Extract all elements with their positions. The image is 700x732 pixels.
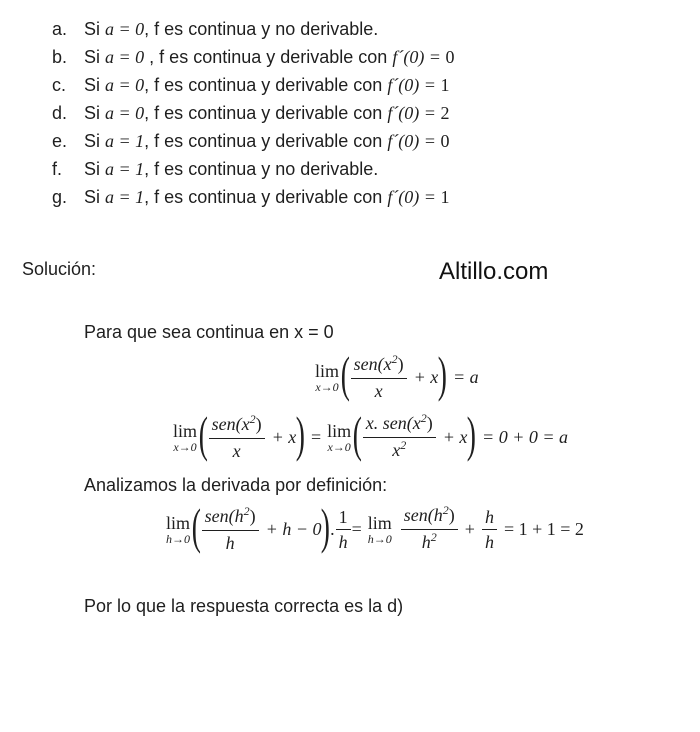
option-prefix: Si	[84, 75, 106, 95]
fraction-h-over-h: $\frac{h}{h}$	[482, 506, 497, 552]
option-letter: f.	[52, 159, 63, 179]
fraction-x-sen-x2-over-x2: $\frac{x. sen(x^2)}{x^2}$	[363, 412, 436, 462]
fraction-sen-x2-over-x: $\frac{sen(x^2)}{x}$	[351, 353, 407, 401]
fraction-sen-h2-over-h: $\frac{sen(h^2)}{h}$	[202, 505, 259, 553]
option-derivative-value: 1	[440, 75, 450, 95]
conclusion-text: Por lo que la respuesta correcta es la d)	[84, 596, 404, 616]
option-item	[52, 72, 449, 98]
option-condition: a = 1	[105, 159, 145, 179]
option-condition: a = 0	[105, 103, 145, 123]
limit-operator: lim h→0	[367, 512, 392, 546]
option-prefix: Si	[84, 47, 106, 67]
option-prefix: Si	[84, 187, 106, 207]
option-text: , f es continua y derivable con	[144, 103, 388, 123]
option-derivative-value: 0	[440, 131, 450, 151]
limit-operator: lim x→0	[315, 360, 340, 394]
option-derivative-value: 1	[440, 187, 450, 207]
option-letter: c.	[52, 75, 67, 95]
option-condition: a = 1	[105, 187, 145, 207]
option-derivative: f´(0) =	[387, 131, 441, 151]
option-letter: b.	[52, 47, 68, 67]
option-item	[52, 184, 449, 210]
option-derivative: f´(0) =	[387, 187, 441, 207]
option-text: , f es continua y derivable con	[144, 187, 388, 207]
option-letter: e.	[52, 131, 68, 151]
option-condition: a = 0	[105, 19, 145, 39]
option-prefix: Si	[84, 19, 106, 39]
continuity-text: Para que sea continua en x = 0	[84, 322, 334, 342]
limit-operator: lim x→0	[327, 420, 352, 454]
option-prefix: Si	[84, 159, 106, 179]
option-item	[52, 156, 378, 182]
fraction-one-over-h: $\frac{1}{h}$	[336, 506, 351, 552]
option-derivative: f´(0) =	[392, 47, 446, 67]
option-condition: a = 1	[105, 131, 145, 151]
option-derivative-value: 2	[440, 103, 450, 123]
option-text: , f es continua y no derivable.	[144, 19, 379, 39]
option-prefix: Si	[84, 131, 106, 151]
option-letter: a.	[52, 19, 68, 39]
option-derivative: f´(0) =	[387, 103, 441, 123]
option-item	[52, 44, 454, 70]
fraction-sen-h2-over-h2: $\frac{sen(h^2)}{h^2}$	[401, 504, 458, 554]
equation-limit-a: lim x→0 ( $\frac{sen(x^2)}{x}$ + x ) = a	[315, 346, 479, 402]
option-text: , f es continua y derivable con	[144, 131, 388, 151]
option-letter: g.	[52, 187, 68, 207]
option-condition: a = 0	[105, 75, 145, 95]
equation-limit-expansion: lim x→0 ( $\frac{sen(x^2)}{x}$ + x ) = lim x→0 ( $\frac{x. sen(x^2)}{x^2}$ + x ) = 0 + 0 = a	[173, 406, 568, 462]
option-prefix: Si	[84, 103, 106, 123]
derivative-text: Analizamos la derivada por definición:	[84, 475, 388, 495]
fraction-sen-x2-over-x: $\frac{sen(x^2)}{x}$	[209, 413, 265, 461]
option-item	[52, 100, 449, 126]
option-text: , f es continua y derivable con	[144, 75, 388, 95]
option-letter: d.	[52, 103, 68, 123]
option-derivative-value: 0	[445, 47, 455, 67]
option-item	[52, 128, 449, 154]
option-item	[52, 16, 378, 42]
limit-operator: lim x→0	[173, 420, 198, 454]
option-text: , f es continua y no derivable.	[144, 159, 379, 179]
equation-derivative: lim h→0 ( $\frac{sen(h^2)}{h}$ + h − 0 ) . $\frac{1}{h}$ = lim h→0 $\frac{sen(h^2)}{h^2}$ + $\frac{h}{h}$ = 1 + 1 = 2	[166, 498, 584, 554]
option-text: , f es continua y derivable con	[144, 47, 393, 67]
option-derivative: f´(0) =	[387, 75, 441, 95]
watermark: Altillo.com	[439, 258, 549, 285]
limit-operator: lim h→0	[166, 512, 191, 546]
option-condition: a = 0	[105, 47, 145, 67]
solution-label: Solución:	[22, 259, 97, 279]
